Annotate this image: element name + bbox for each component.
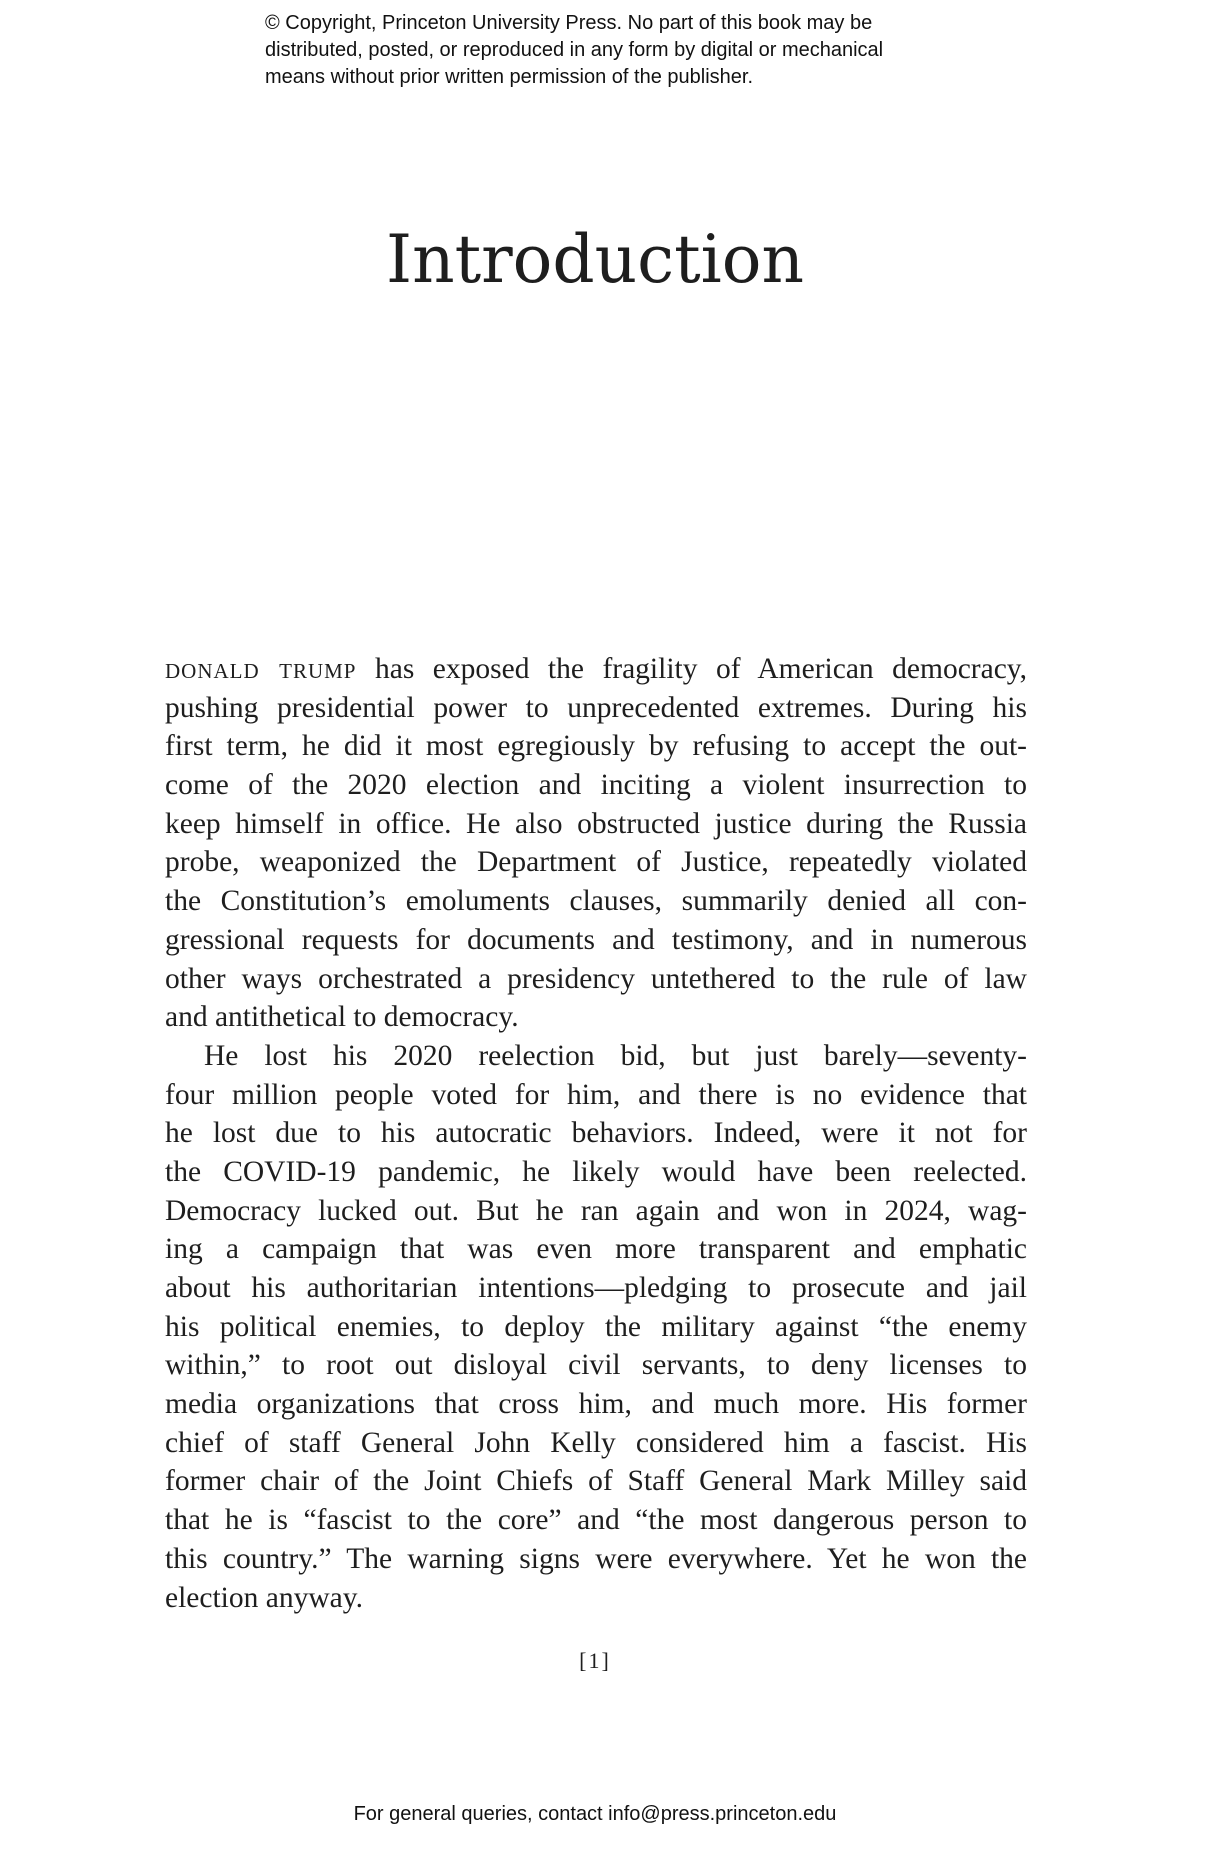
body-text bbox=[165, 650, 1027, 1617]
text-line: other ways orchestrated a presidency untethered to the rule of law bbox=[165, 962, 1027, 995]
text-line: probe, weaponized the Department of Justice, repeatedly violated bbox=[165, 846, 1027, 879]
text-line: the COVID-19 pandemic, he likely would have been reelected. bbox=[165, 1155, 1027, 1188]
text-line-content: has exposed the fragility of American democracy, bbox=[356, 653, 1028, 685]
contact-footer: For general queries, contact info@press.princeton.edu bbox=[353, 1803, 837, 1825]
text-line: this country.” The warning signs were everywhere. Yet he won the bbox=[165, 1542, 1027, 1575]
text-line: former chair of the Joint Chiefs of Staff General Mark Milley said bbox=[165, 1465, 1027, 1498]
text-line: the Constitution’s emoluments clauses, summarily denied all con- bbox=[165, 885, 1027, 918]
text-line: media organizations that cross him, and much more. His former bbox=[165, 1388, 1027, 1421]
text-line: He lost his 2020 reelection bid, but just barely—seventy- bbox=[204, 1039, 1027, 1072]
text-line: keep himself in office. He also obstructed justice during the Russia bbox=[165, 807, 1027, 840]
text-line: come of the 2020 election and inciting a violent insurrection to bbox=[165, 769, 1027, 802]
text-line: that he is “fascist to the core” and “the most dangerous person to bbox=[165, 1504, 1027, 1537]
text-line: election anyway. bbox=[165, 1581, 363, 1614]
text-line: he lost due to his autocratic behaviors. Indeed, were it not for bbox=[165, 1117, 1027, 1150]
text-line: pushing presidential power to unprecedented extremes. During his bbox=[165, 691, 1027, 724]
copyright-line-1: © Copyright, Princeton University Press. No part of this book may be bbox=[265, 12, 873, 34]
text-line: his political enemies, to deploy the military against “the enemy bbox=[165, 1310, 1027, 1343]
lead-in-small-caps: donald trump bbox=[165, 653, 357, 685]
paragraph-1 bbox=[165, 650, 1027, 1037]
copyright-line-3: means without prior written permission of the publisher. bbox=[265, 66, 754, 88]
text-line: within,” to root out disloyal civil servants, to deny licenses to bbox=[165, 1349, 1027, 1382]
paragraph-2 bbox=[165, 1037, 1027, 1617]
page-number: [1] bbox=[579, 1648, 611, 1673]
chapter-title: Introduction bbox=[386, 221, 804, 298]
text-line: first term, he did it most egregiously by refusing to accept the out- bbox=[165, 730, 1027, 763]
text-line: gressional requests for documents and testimony, and in numerous bbox=[165, 923, 1027, 956]
text-line: Democracy lucked out. But he ran again and won in 2024, wag- bbox=[165, 1194, 1027, 1227]
text-line: four million people voted for him, and there is no evidence that bbox=[165, 1078, 1027, 1111]
text-line bbox=[165, 650, 1027, 689]
text-line: and antithetical to democracy. bbox=[165, 1001, 519, 1034]
text-line: ing a campaign that was even more transparent and emphatic bbox=[165, 1233, 1027, 1266]
copyright-notice bbox=[265, 10, 1025, 91]
text-line: about his authoritarian intentions—pledging to prosecute and jail bbox=[165, 1272, 1027, 1304]
copyright-line-2: distributed, posted, or reproduced in any form by digital or mechanical bbox=[265, 39, 884, 61]
text-line: chief of staff General John Kelly considered him a fascist. His bbox=[165, 1426, 1027, 1459]
